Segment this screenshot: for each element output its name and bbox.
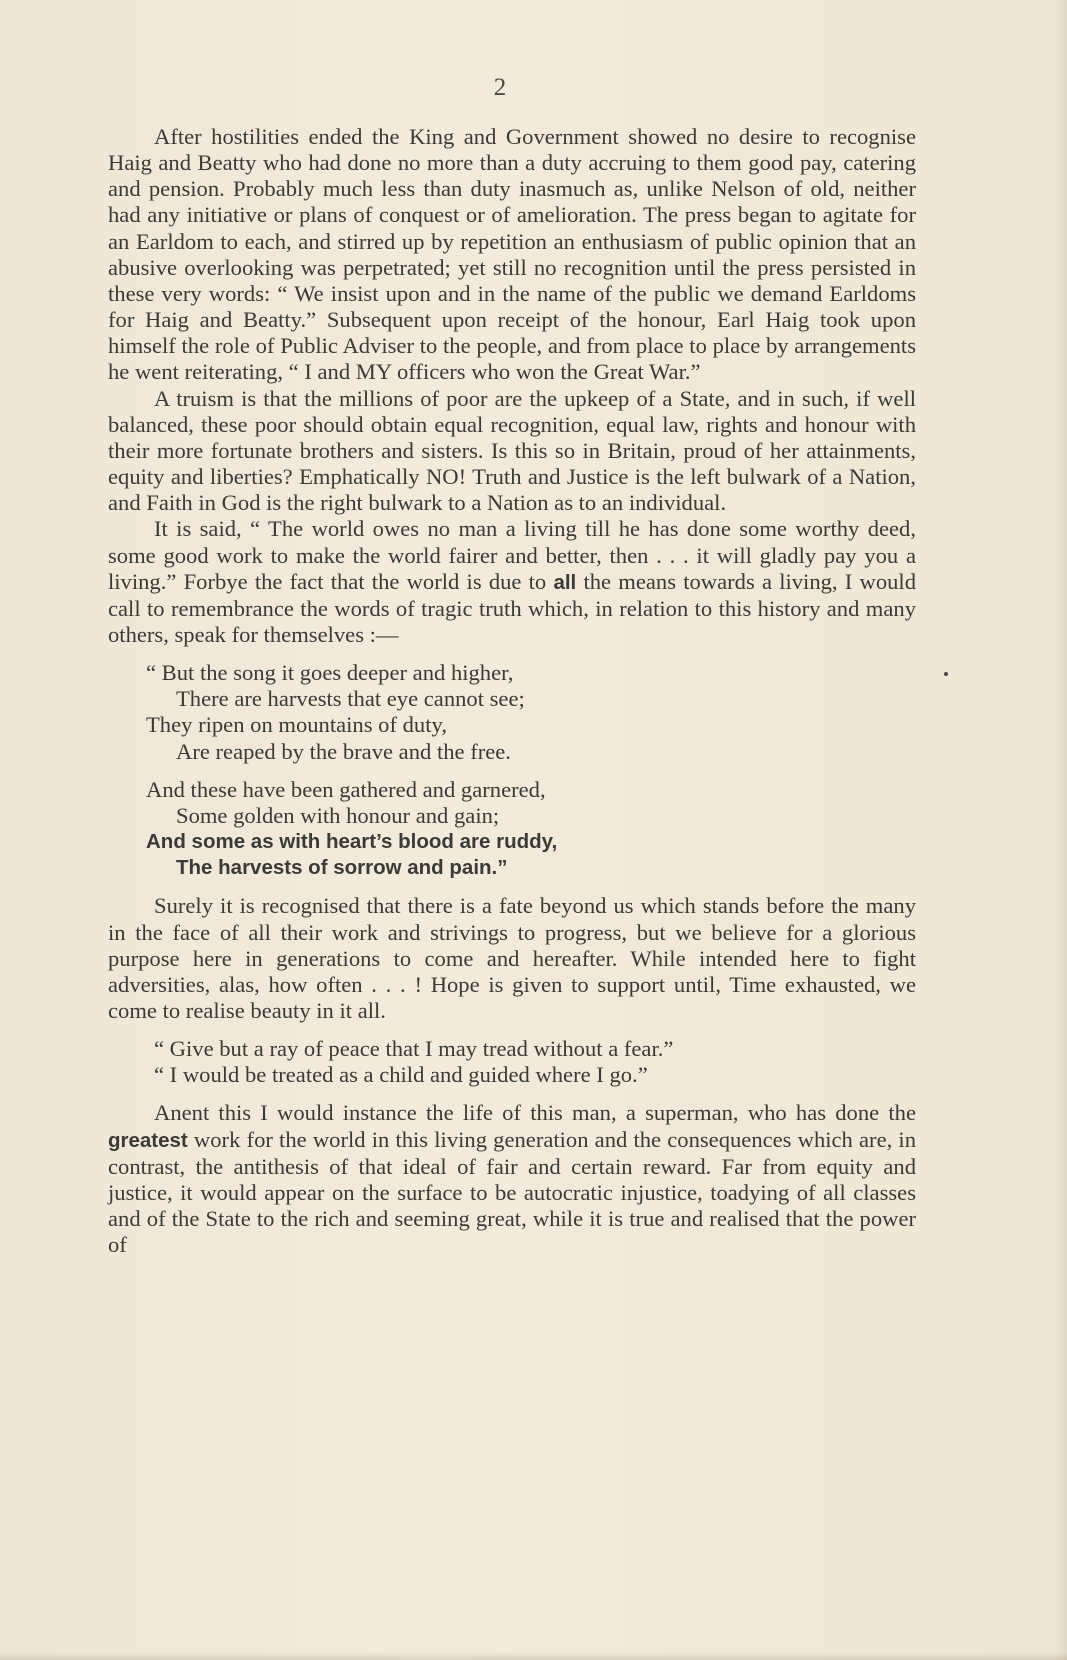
poem-line: They ripen on mountains of duty, [146, 712, 447, 738]
paragraph-4: Surely it is recognised that there is a fate beyond us which stands before the many in the face of all their work and strivings to progress, but we believe for a glorious purpose here in generations to come and hereafter. While intended here to fight adversities, alas, how often . . . ! Hope is given to support until, Time exhausted, we come to realise beauty in it all. [108, 893, 916, 1023]
page-number: 2 [493, 74, 507, 101]
paragraph-5 [108, 1100, 916, 1258]
paragraph-3-text-b: the means towards a living, I would call to remembrance the words of tragic truth which, in relation to this history and many others, speak for themselves :— [108, 568, 916, 647]
paragraph-1: After hostilities ended the King and Government showed no desire to recognise Haig and Beatty who had done no more than a duty accruing to them good pay, catering and pension. Probably much less than duty inasmuch as, unlike Nelson of old, neither had any initiative or plans of conquest or of amelioration. The press began to agitate for an Earldom to each, and stirred up by repetition an enthusiasm of public opinion that an abusive overlooking was perpetrated; yet still no recognition until the press persisted in these very words: “ We insist upon and in the name of the public we demand Earldoms for Haig and Beatty.” Subsequent upon receipt of the honour, Earl Haig took upon himself the role of Public Adviser to the people, and from place to place by arrangements he went reiterating, “ I and MY officers who won the Great War.” [108, 124, 916, 385]
quote-line: “ Give but a ray of peace that I may tread without a fear.” [154, 1036, 674, 1062]
quoted-lines [154, 1036, 916, 1088]
quote-line: “ I would be treated as a child and guided where I go.” [154, 1062, 648, 1088]
paragraph-3-bold-word: all [553, 570, 577, 594]
poem-line: Are reaped by the brave and the free. [176, 738, 511, 764]
page-edge-shadow [1053, 0, 1067, 1660]
paragraph-5-text-b: work for the world in this living generation and the consequences which are, in contrast, the antithesis of that ideal of fair and certain reward. Far from equity and justice, it would appear on the surface to be autocratic injustice, toadying of all classes and of the State to the rich and seeming great, while it is true and realised that the power of [108, 1126, 916, 1258]
paragraph-3 [108, 516, 916, 648]
body-text [108, 124, 916, 1258]
poem-line: And these have been gathered and garnered, [146, 776, 546, 802]
page-bottom-edge [0, 1652, 1067, 1660]
poem-line: There are harvests that eye cannot see; [176, 686, 525, 712]
poem-line: Some golden with honour and gain; [176, 802, 500, 828]
paragraph-5-bold-word: greatest [108, 1128, 188, 1152]
poem-line-bold: The harvests of sorrow and pain.” [176, 856, 508, 880]
stray-mark [944, 672, 948, 676]
paragraph-5-text-a: Anent this I would instance the life of this man, a superman, who has done the [154, 1100, 916, 1126]
poem-line-bold: And some as with heart’s blood are ruddy, [146, 830, 558, 854]
paragraph-2: A truism is that the millions of poor are the upkeep of a State, and in such, if well balanced, these poor should obtain equal recognition, equal law, rights and honour with their more fortunate brothers and sisters. Is this so in Britain, proud of her attainments, equity and liberties? Emphatically NO! Truth and Justice is the left bulwark of a Nation, and Faith in God is the right bulwark to a Nation as to an individual. [108, 385, 916, 516]
poem [146, 660, 916, 881]
poem-stanza-1 [146, 660, 916, 765]
poem-line: “ But the song it goes deeper and higher, [146, 660, 514, 686]
poem-stanza-2 [146, 777, 916, 882]
paragraph-3-text-a: It is said, “ The world owes no man a living till he has done some worthy deed, some good work to make the world fairer and better, then . . . it will gladly pay you a living.” Forbye the fact that the world is due to [108, 516, 916, 594]
